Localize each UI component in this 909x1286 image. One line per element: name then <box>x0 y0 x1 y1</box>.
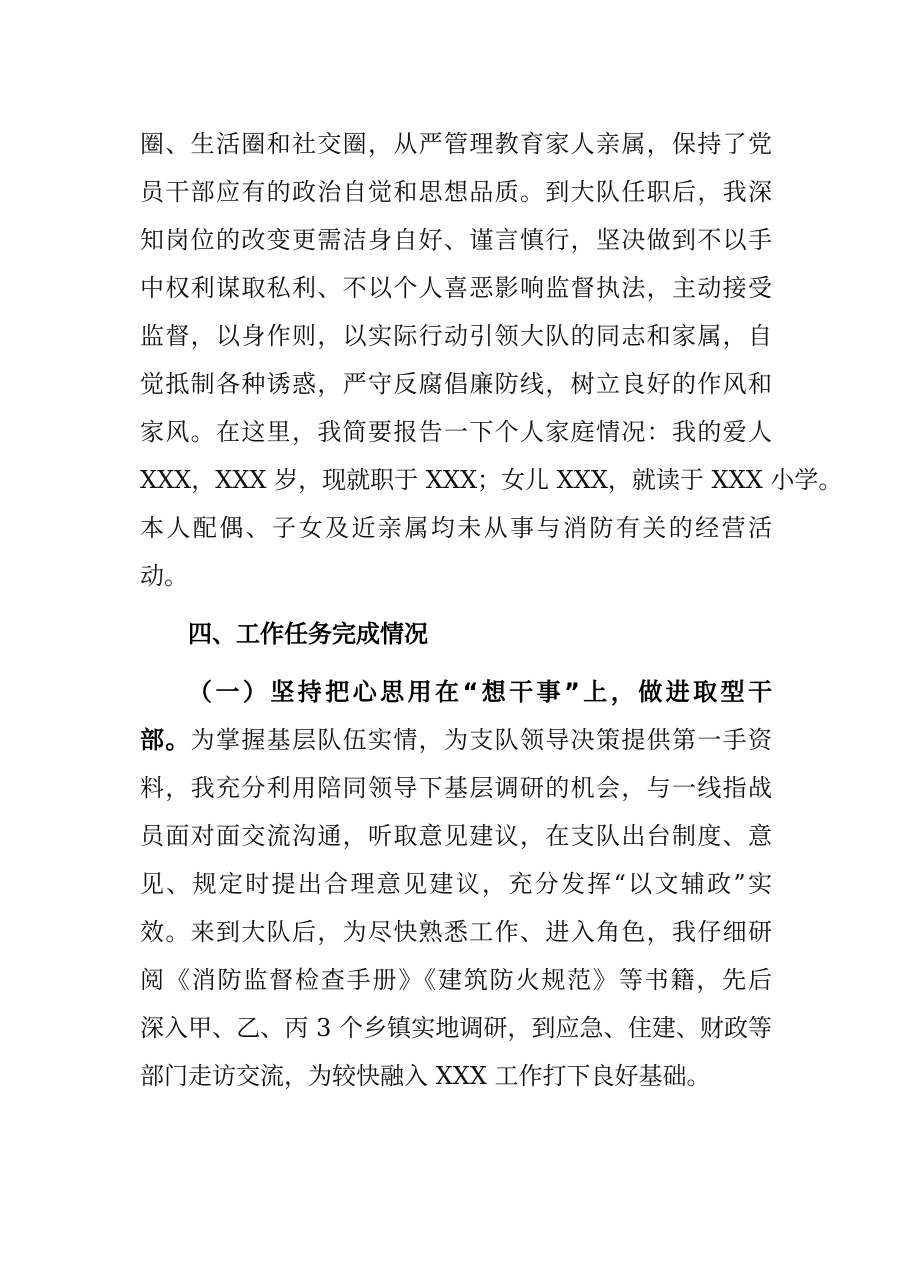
paragraph-line: 觉抵制各种诱惑，严守反腐倡廉防线，树立良好的作风和 <box>140 370 772 398</box>
paragraph-line: 动。 <box>140 562 188 590</box>
paragraph-line: 员干部应有的政治自觉和思想品质。到大队任职后，我深 <box>140 178 772 206</box>
subheading-tail: 部。 <box>140 726 191 754</box>
paragraph-line: 效。来到大队后，为尽快熟悉工作、进入角色，我仔细研 <box>140 918 772 946</box>
paragraph-line: 圈、生活圈和社交圈，从严管理教育家人亲属，保持了党 <box>140 130 772 158</box>
paragraph-line: 阅《消防监督检查手册》《建筑防火规范》等书籍，先后 <box>140 966 772 994</box>
paragraph-line: 家风。在这里，我简要报告一下个人家庭情况：我的爱人 <box>140 418 772 446</box>
paragraph-text: 为掌握基层队伍实情，为支队领导决策提供第一手资 <box>190 726 773 754</box>
section-heading: 四、工作任务完成情况 <box>188 620 428 648</box>
paragraph-line: 料，我充分利用陪同领导下基层调研的机会，与一线指战 <box>140 774 772 802</box>
paragraph-line: XXX，XXX 岁，现就职于 XXX；女儿 XXX，就读于 XXX 小学。 <box>140 466 843 494</box>
paragraph-line: 深入甲、乙、丙 3 个乡镇实地调研，到应急、住建、财政等 <box>140 1014 772 1042</box>
paragraph-line: 监督，以身作则，以实际行动引领大队的同志和家属，自 <box>140 322 772 350</box>
paragraph-line: 中权利谋取私利、不以个人喜恶影响监督执法，主动接受 <box>140 274 772 302</box>
paragraph-line-mixed <box>140 716 772 764</box>
paragraph-line: 知岗位的改变更需洁身自好、谨言慎行，坚决做到不以手 <box>140 226 772 254</box>
paragraph-line: 本人配偶、子女及近亲属均未从事与消防有关的经营活 <box>140 514 772 542</box>
paragraph-line: 部门走访交流，为较快融入 XXX 工作打下良好基础。 <box>140 1062 711 1090</box>
paragraph-line: 见、规定时提出合理意见建议，充分发挥“以文辅政”实 <box>140 870 772 898</box>
subheading-line: （一）坚持把心思用在“想干事”上，做进取型干 <box>188 678 772 706</box>
paragraph-line: 员面对面交流沟通，听取意见建议，在支队出台制度、意 <box>140 822 772 850</box>
